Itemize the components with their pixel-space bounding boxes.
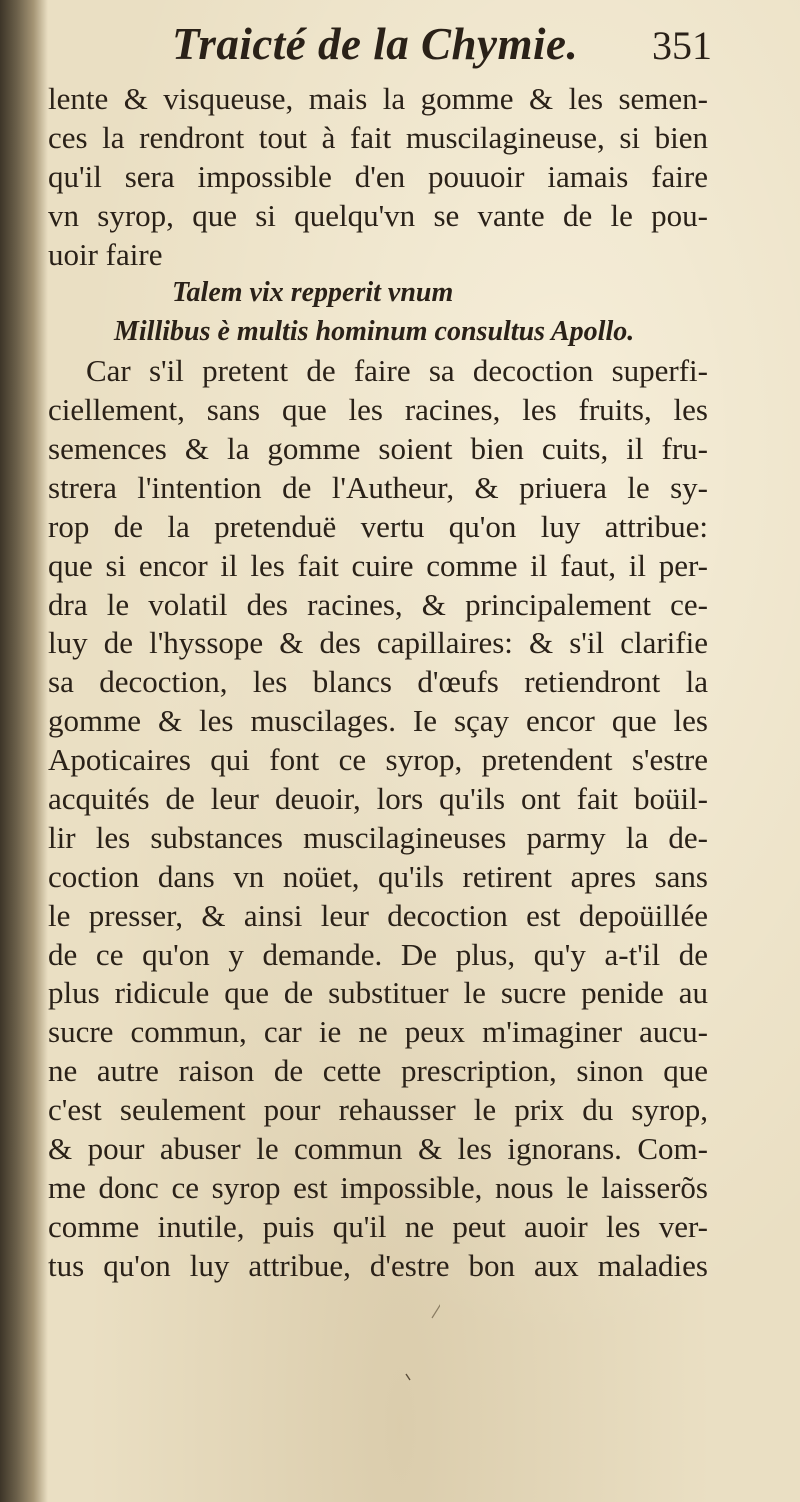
text-line: de ce qu'on y demande. De plus, qu'y a-t'il de [48, 936, 708, 972]
page-number: 351 [652, 23, 712, 68]
text-line: tus qu'on luy attribue, d'estre bon aux maladies [48, 1247, 708, 1283]
text-line: qu'il sera impossible d'en pouuoir iamais faire [48, 158, 708, 194]
verse-line: Talem vix repperit vnum [172, 277, 454, 309]
text-line: rop de la pretenduë vertu qu'on luy attribue: [48, 508, 708, 544]
verse-line: Millibus è multis hominum consultus Apollo. [114, 316, 635, 348]
ink-specks [380, 1300, 440, 1420]
text-line: luy de l'hyssope & des capillaires: & s'il clarifie [48, 625, 708, 661]
text-block [48, 80, 708, 1286]
text-line: c'est seulement pour rehausser le prix du syrop, [48, 1092, 708, 1128]
text-line: Apoticaires qui font ce syrop, pretendent s'estre [48, 742, 708, 778]
text-line: gomme & les muscilages. Ie sçay encor que les [48, 703, 708, 739]
text-line: semences & la gomme soient bien cuits, il fru- [48, 431, 708, 467]
text-line: coction dans vn noüet, qu'ils retirent apres sans [48, 858, 708, 894]
text-line: lir les substances muscilagineuses parmy la de- [48, 819, 708, 855]
binding-gutter [0, 0, 48, 1502]
running-head [172, 18, 712, 78]
paragraph-start-line: Car s'il pretent de faire sa decoction superfi- [86, 353, 708, 389]
text-line: plus ridicule que de substituer le sucre penide au [48, 975, 708, 1011]
text-line: vn syrop, que si quelqu'vn se vante de le pou- [48, 197, 708, 233]
text-line: comme inutile, puis qu'il ne peut auoir les ver- [48, 1208, 708, 1244]
text-line: dra le volatil des racines, & principalement ce- [48, 586, 708, 622]
text-line: ciellement, sans que les racines, les fruits, les [48, 392, 708, 428]
text-line: & pour abuser le commun & les ignorans. Com- [48, 1131, 708, 1167]
text-line: strera l'intention de l'Autheur, & priuera le sy- [48, 469, 708, 505]
text-line: ces la rendront tout à fait muscilagineuse, si bien [48, 119, 708, 155]
text-line: acquités de leur deuoir, lors qu'ils ont fait boüil- [48, 781, 708, 817]
text-line: que si encor il les fait cuire comme il faut, il per- [48, 547, 708, 583]
text-line: sa decoction, les blancs d'œufs retiendront la [48, 664, 708, 700]
text-line: lente & visqueuse, mais la gomme & les semen- [48, 81, 708, 116]
text-line: me donc ce syrop est impossible, nous le laisserõs [48, 1169, 708, 1205]
text-line: le presser, & ainsi leur decoction est depoüillée [48, 897, 708, 933]
text-line: uoir faire [48, 236, 163, 272]
text-line: sucre commun, car ie ne peux m'imaginer aucu- [48, 1014, 708, 1050]
running-title: Traicté de la Chymie. [172, 19, 579, 69]
text-line: ne autre raison de cette prescription, sinon que [48, 1053, 708, 1089]
